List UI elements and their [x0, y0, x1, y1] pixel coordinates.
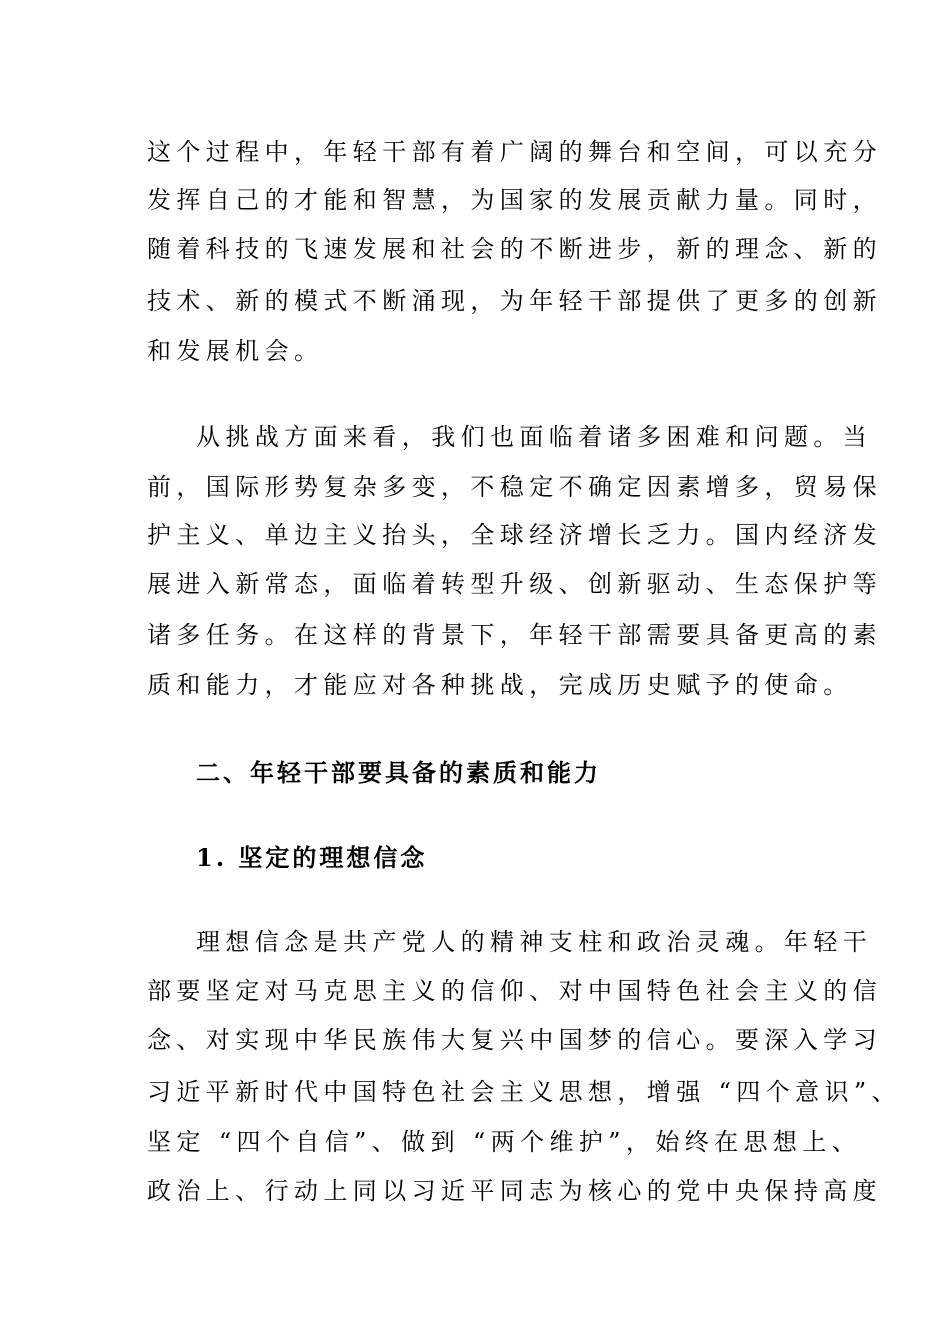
- paragraph-1-line-4: 技术、新的模式不断涌现，为年轻干部提供了更多的创新: [147, 287, 882, 315]
- paragraph-2-line-6: 质和能力，才能应对各种挑战，完成历史赋予的使命。: [147, 671, 853, 699]
- paragraph-3-line-1: 理想信念是共产党人的精神支柱和政治灵魂。年轻干: [196, 928, 873, 956]
- subsection-heading: 1. 坚定的理想信念: [196, 843, 428, 872]
- paragraph-2-line-4: 展进入新常态，面临着转型升级、创新驱动、生态保护等: [147, 570, 882, 598]
- section-heading: 二、年轻干部要具备的素质和能力: [196, 758, 601, 787]
- paragraph-1-line-1: 这个过程中，年轻干部有着广阔的舞台和空间，可以充分: [147, 138, 882, 166]
- paragraph-1-line-3: 随着科技的飞速发展和社会的不断进步，新的理念、新的: [147, 235, 882, 263]
- paragraph-1-line-2: 发挥自己的才能和智慧，为国家的发展贡献力量。同时，: [147, 186, 882, 214]
- paragraph-1-line-5: 和发展机会。: [147, 337, 324, 365]
- paragraph-3-line-5: 坚定 “四个自信”、做到 “两个维护”，始终在思想上、: [147, 1128, 862, 1156]
- paragraph-3-line-6: 政治上、行动上同以习近平同志为核心的党中央保持高度: [147, 1177, 882, 1205]
- paragraph-3-line-2: 部要坚定对马克思主义的信仰、对中国特色社会主义的信: [147, 977, 882, 1005]
- paragraph-2-line-1: 从挑战方面来看，我们也面临着诸多困难和问题。当: [196, 423, 873, 451]
- paragraph-3-line-3: 念、对实现中华民族伟大复兴中国梦的信心。要深入学习: [147, 1026, 882, 1054]
- paragraph-2-line-3: 护主义、单边主义抬头，全球经济增长乏力。国内经济发: [147, 521, 882, 549]
- paragraph-3-line-4: 习近平新时代中国特色社会主义思想，增强 “四个意识”、: [147, 1078, 901, 1106]
- paragraph-2-line-5: 诸多任务。在这样的背景下，年轻干部需要具备更高的素: [147, 621, 882, 649]
- paragraph-2-line-2: 前，国际形势复杂多变，不稳定不确定因素增多，贸易保: [147, 473, 882, 501]
